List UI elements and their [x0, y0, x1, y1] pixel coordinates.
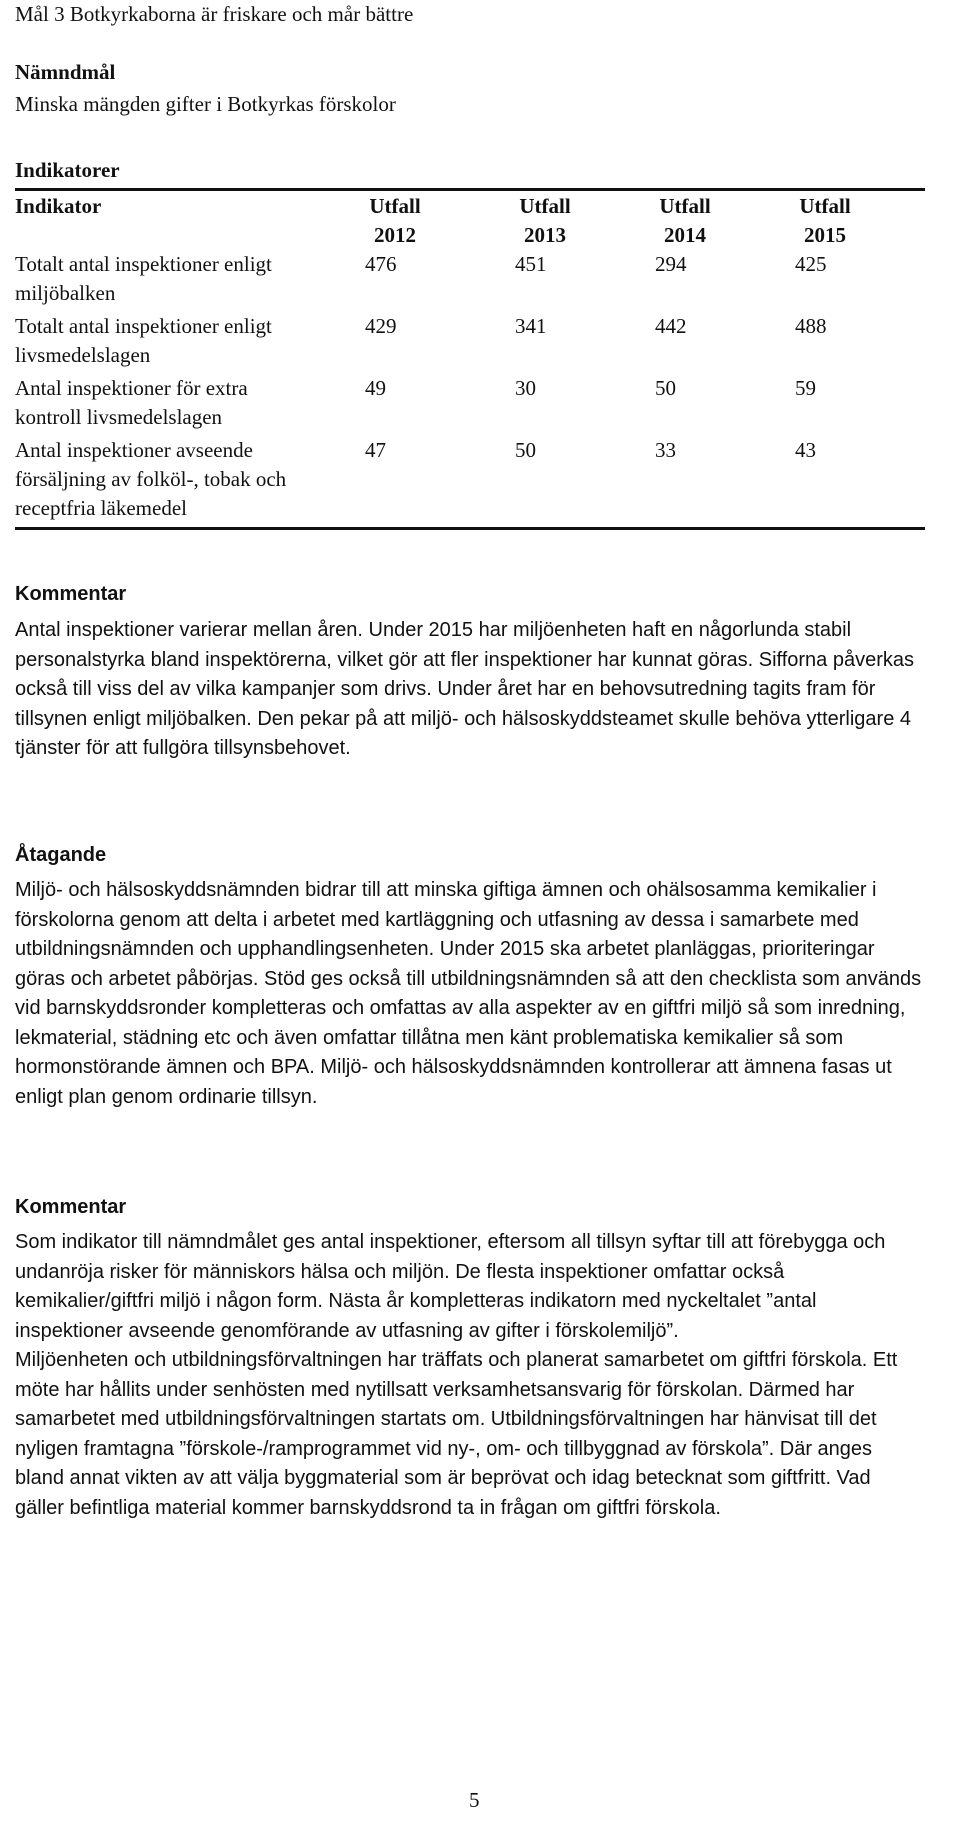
comment-paragraph: Antal inspektioner varierar mellan åren. Under 2015 har miljöenheten haft en någorlunda stabil personalstyrka bland inspektörerna, vilket gör att fler inspektioner har kunnat göras. Sifforna påverkas också till viss del av vilka kampanjer som drivs. Under året har en behovsutredning tagits fram för tillsynen enligt miljöbalken. Den pekar på att miljö- och hälsoskyddsteamet skulle behöva ytterligare 4 tjänster för att fullgöra tillsynsbehovet. — [15, 619, 915, 759]
header-utfall-2012 — [355, 190, 505, 251]
header-utfall-2013 — [505, 190, 645, 251]
header-utfall-label: Utfall — [799, 194, 851, 218]
comment-text — [15, 616, 925, 764]
value-2013: 451 — [515, 252, 547, 276]
value-2012: 49 — [365, 376, 386, 400]
goal-heading: Nämndmål — [15, 60, 116, 84]
header-year: 2012 — [374, 223, 416, 247]
value-2015: 59 — [795, 376, 816, 400]
value-2015: 488 — [795, 314, 827, 338]
value-2014: 294 — [655, 252, 687, 276]
table-row — [15, 436, 925, 529]
value-2013: 50 — [505, 436, 645, 529]
value-2013: 30 — [515, 376, 536, 400]
header-indicator: Indikator — [15, 190, 355, 251]
comment2-paragraph-2: Miljöenheten och utbildningsförvaltningen har träffats och planerat samarbetet om giftfri förskola. Ett möte har hållits under senhösten med nytillsatt verksamhetsansvarig för förskolan. Därmed har samarbetet med utbildningsförvaltningen startats om. Utbildningsförvaltningen har hänvisat till det nyligen framtagna ”förskole-/ramprogrammet vid ny-, om- och tillbyggnad av förskola”. Där anges bland annat vikten av att välja byggmaterial som är beprövat och idag betecknat som giftfritt. Vad gäller befintliga material kommer barnskyddsrond ta in frågan om giftfri förskola. — [15, 1349, 898, 1519]
header-utfall-label: Utfall — [369, 194, 421, 218]
section-title: Mål 3 Botkyrkaborna är friskare och mår bättre — [15, 2, 414, 26]
header-utfall-2015 — [785, 190, 925, 251]
indicator-label: Totalt antal inspektioner enligt livsmedelslagen — [15, 314, 272, 367]
header-year: 2015 — [804, 223, 846, 247]
value-2012: 47 — [355, 436, 505, 529]
indicator-table — [15, 188, 925, 530]
table-header-row — [15, 190, 925, 251]
comment2-paragraph-1: Som indikator till nämndmålet ges antal inspektioner, eftersom all tillsyn syftar till att förebygga och undanröja risker för människors hälsa och miljön. De flesta inspektioner omfattar också kemikalier/giftfri miljö i någon form. Nästa år kompletteras indikatorn med nyckeltalet ”antal inspektioner avseende genomförande av utfasning av gifter i förskolemiljö”. — [15, 1231, 886, 1342]
value-2012: 476 — [365, 252, 397, 276]
table-row — [15, 250, 925, 312]
value-2015: 425 — [795, 252, 827, 276]
indicator-label: Antal inspektioner avseende försäljning av folköl-, tobak och receptfria läkemedel — [15, 436, 355, 529]
table-row — [15, 312, 925, 374]
header-year: 2014 — [664, 223, 706, 247]
indicators-heading: Indikatorer — [15, 158, 120, 182]
table-row — [15, 374, 925, 436]
commitment-paragraph: Miljö- och hälsoskyddsnämnden bidrar till att minska giftiga ämnen och ohälsosamma kemikalier i förskolorna genom att delta i arbetet med kartläggning och utfasning av dessa i samarbete med utbildningsnämnden och upphandlingsenheten. Under 2015 ska arbetet planläggas, prioriteringar göras och arbetet påbörjas. Stöd ges också till utbildningsnämnden så att den checklista som används vid barnskyddsronder kompletteras och omfattas av alla aspekter av en giftfri miljö så som inredning, lekmaterial, städning etc och även omfattar tillåtna men känt problematiska kemikalier så som hormonstörande ämnen och BPA. Miljö- och hälsoskyddsnämnden kontrollerar att ämnena fasas ut enligt plan genom ordinarie tillsyn. — [15, 879, 922, 1108]
header-utfall-label: Utfall — [659, 194, 711, 218]
comment-heading: Kommentar — [15, 583, 127, 605]
value-2014: 50 — [655, 376, 676, 400]
page-number: 5 — [469, 1788, 480, 1812]
goal-text: Minska mängden gifter i Botkyrkas förskolor — [15, 92, 396, 116]
commitment-heading: Åtagande — [15, 844, 107, 866]
value-2015: 43 — [785, 436, 925, 529]
comment2-text — [15, 1228, 925, 1523]
header-utfall-label: Utfall — [519, 194, 571, 218]
header-year: 2013 — [524, 223, 566, 247]
indicator-label: Antal inspektioner för extra kontroll livsmedelslagen — [15, 376, 248, 429]
commitment-text — [15, 876, 925, 1112]
value-2013: 341 — [515, 314, 547, 338]
comment2-heading: Kommentar — [15, 1196, 127, 1218]
indicator-label: Totalt antal inspektioner enligt miljöbalken — [15, 252, 272, 305]
value-2014: 442 — [655, 314, 687, 338]
header-utfall-2014 — [645, 190, 785, 251]
value-2014: 33 — [645, 436, 785, 529]
value-2012: 429 — [365, 314, 397, 338]
